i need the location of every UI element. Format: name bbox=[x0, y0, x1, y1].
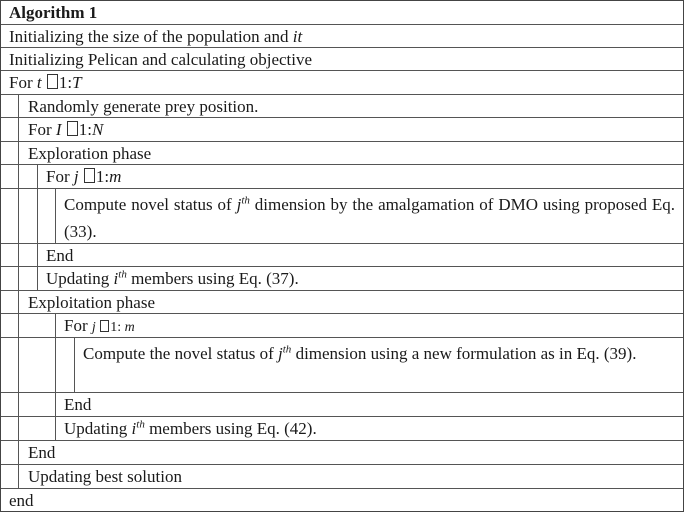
step-text: Exploration phase bbox=[28, 144, 152, 163]
step-compute-exploration: Compute novel status of $j^{th}$ dimension by the amalgamation of DMO using proposed Eq. (33). bbox=[1, 188, 683, 243]
indent-line bbox=[18, 393, 19, 416]
step-text: End bbox=[46, 246, 74, 265]
indent-line bbox=[18, 465, 19, 488]
step-end-exploration-for bbox=[1, 243, 683, 266]
element-of-symbol-icon bbox=[47, 74, 58, 89]
step-text: End bbox=[64, 395, 92, 414]
step-for-j-exploration: For j 1:m bbox=[1, 164, 683, 188]
step-text: end bbox=[9, 491, 34, 510]
step-for-i: For I 1:N bbox=[1, 117, 683, 141]
step-exploration-phase bbox=[1, 141, 683, 164]
step-text: Updating best solution bbox=[28, 467, 182, 486]
indent-line bbox=[18, 417, 19, 440]
step-update-best bbox=[1, 464, 683, 488]
indent-line bbox=[37, 267, 38, 290]
element-of-symbol-icon bbox=[100, 320, 109, 332]
element-of-symbol-icon bbox=[67, 121, 78, 136]
indent-line bbox=[18, 267, 19, 290]
indent-line bbox=[18, 118, 19, 141]
indent-line bbox=[18, 291, 19, 313]
step-compute-exploitation: Compute the novel status of $j^{th}$ dimension using a new formulation as in Eq. (39). bbox=[1, 337, 683, 392]
indent-line bbox=[37, 165, 38, 188]
indent-line bbox=[55, 338, 56, 392]
indent-line bbox=[37, 244, 38, 266]
step-for-j-exploitation: For j 1: m bbox=[1, 313, 683, 337]
indent-line bbox=[18, 189, 19, 243]
algorithm-title: Algorithm 1 bbox=[9, 3, 98, 22]
step-text: Initializing the size of the population and bbox=[9, 27, 293, 46]
step-text: Randomly generate prey position. bbox=[28, 97, 259, 116]
step-for-t: For t 1:T bbox=[1, 70, 683, 94]
step-text: End bbox=[28, 443, 56, 462]
indent-line bbox=[18, 244, 19, 266]
step-init-population bbox=[1, 24, 683, 47]
indent-line bbox=[18, 95, 19, 117]
indent-line bbox=[18, 338, 19, 392]
step-random-prey bbox=[1, 94, 683, 117]
indent-line bbox=[18, 142, 19, 164]
step-text: Exploitation phase bbox=[28, 293, 156, 312]
step-end-for-i bbox=[1, 440, 683, 464]
indent-line bbox=[37, 189, 38, 243]
step-update-37: Updating $i^{th}$ members using Eq. (37). bbox=[1, 266, 683, 290]
indent-line bbox=[18, 314, 19, 337]
element-of-symbol-icon bbox=[84, 168, 95, 183]
step-init-pelican bbox=[1, 47, 683, 70]
indent-line bbox=[18, 441, 19, 464]
step-text: Initializing Pelican and calculating objective bbox=[9, 50, 313, 69]
indent-line bbox=[55, 314, 56, 337]
indent-line bbox=[74, 338, 75, 392]
step-update-42: Updating $i^{th}$ members using Eq. (42). bbox=[1, 416, 683, 440]
indent-line bbox=[18, 165, 19, 188]
step-end-exploitation-for bbox=[1, 392, 683, 416]
indent-line bbox=[55, 393, 56, 416]
step-end bbox=[1, 488, 683, 512]
algorithm-title-row bbox=[1, 1, 683, 24]
step-exploitation-phase bbox=[1, 290, 683, 313]
indent-line bbox=[55, 417, 56, 440]
var-it: it bbox=[292, 27, 303, 46]
indent-line bbox=[55, 189, 56, 243]
